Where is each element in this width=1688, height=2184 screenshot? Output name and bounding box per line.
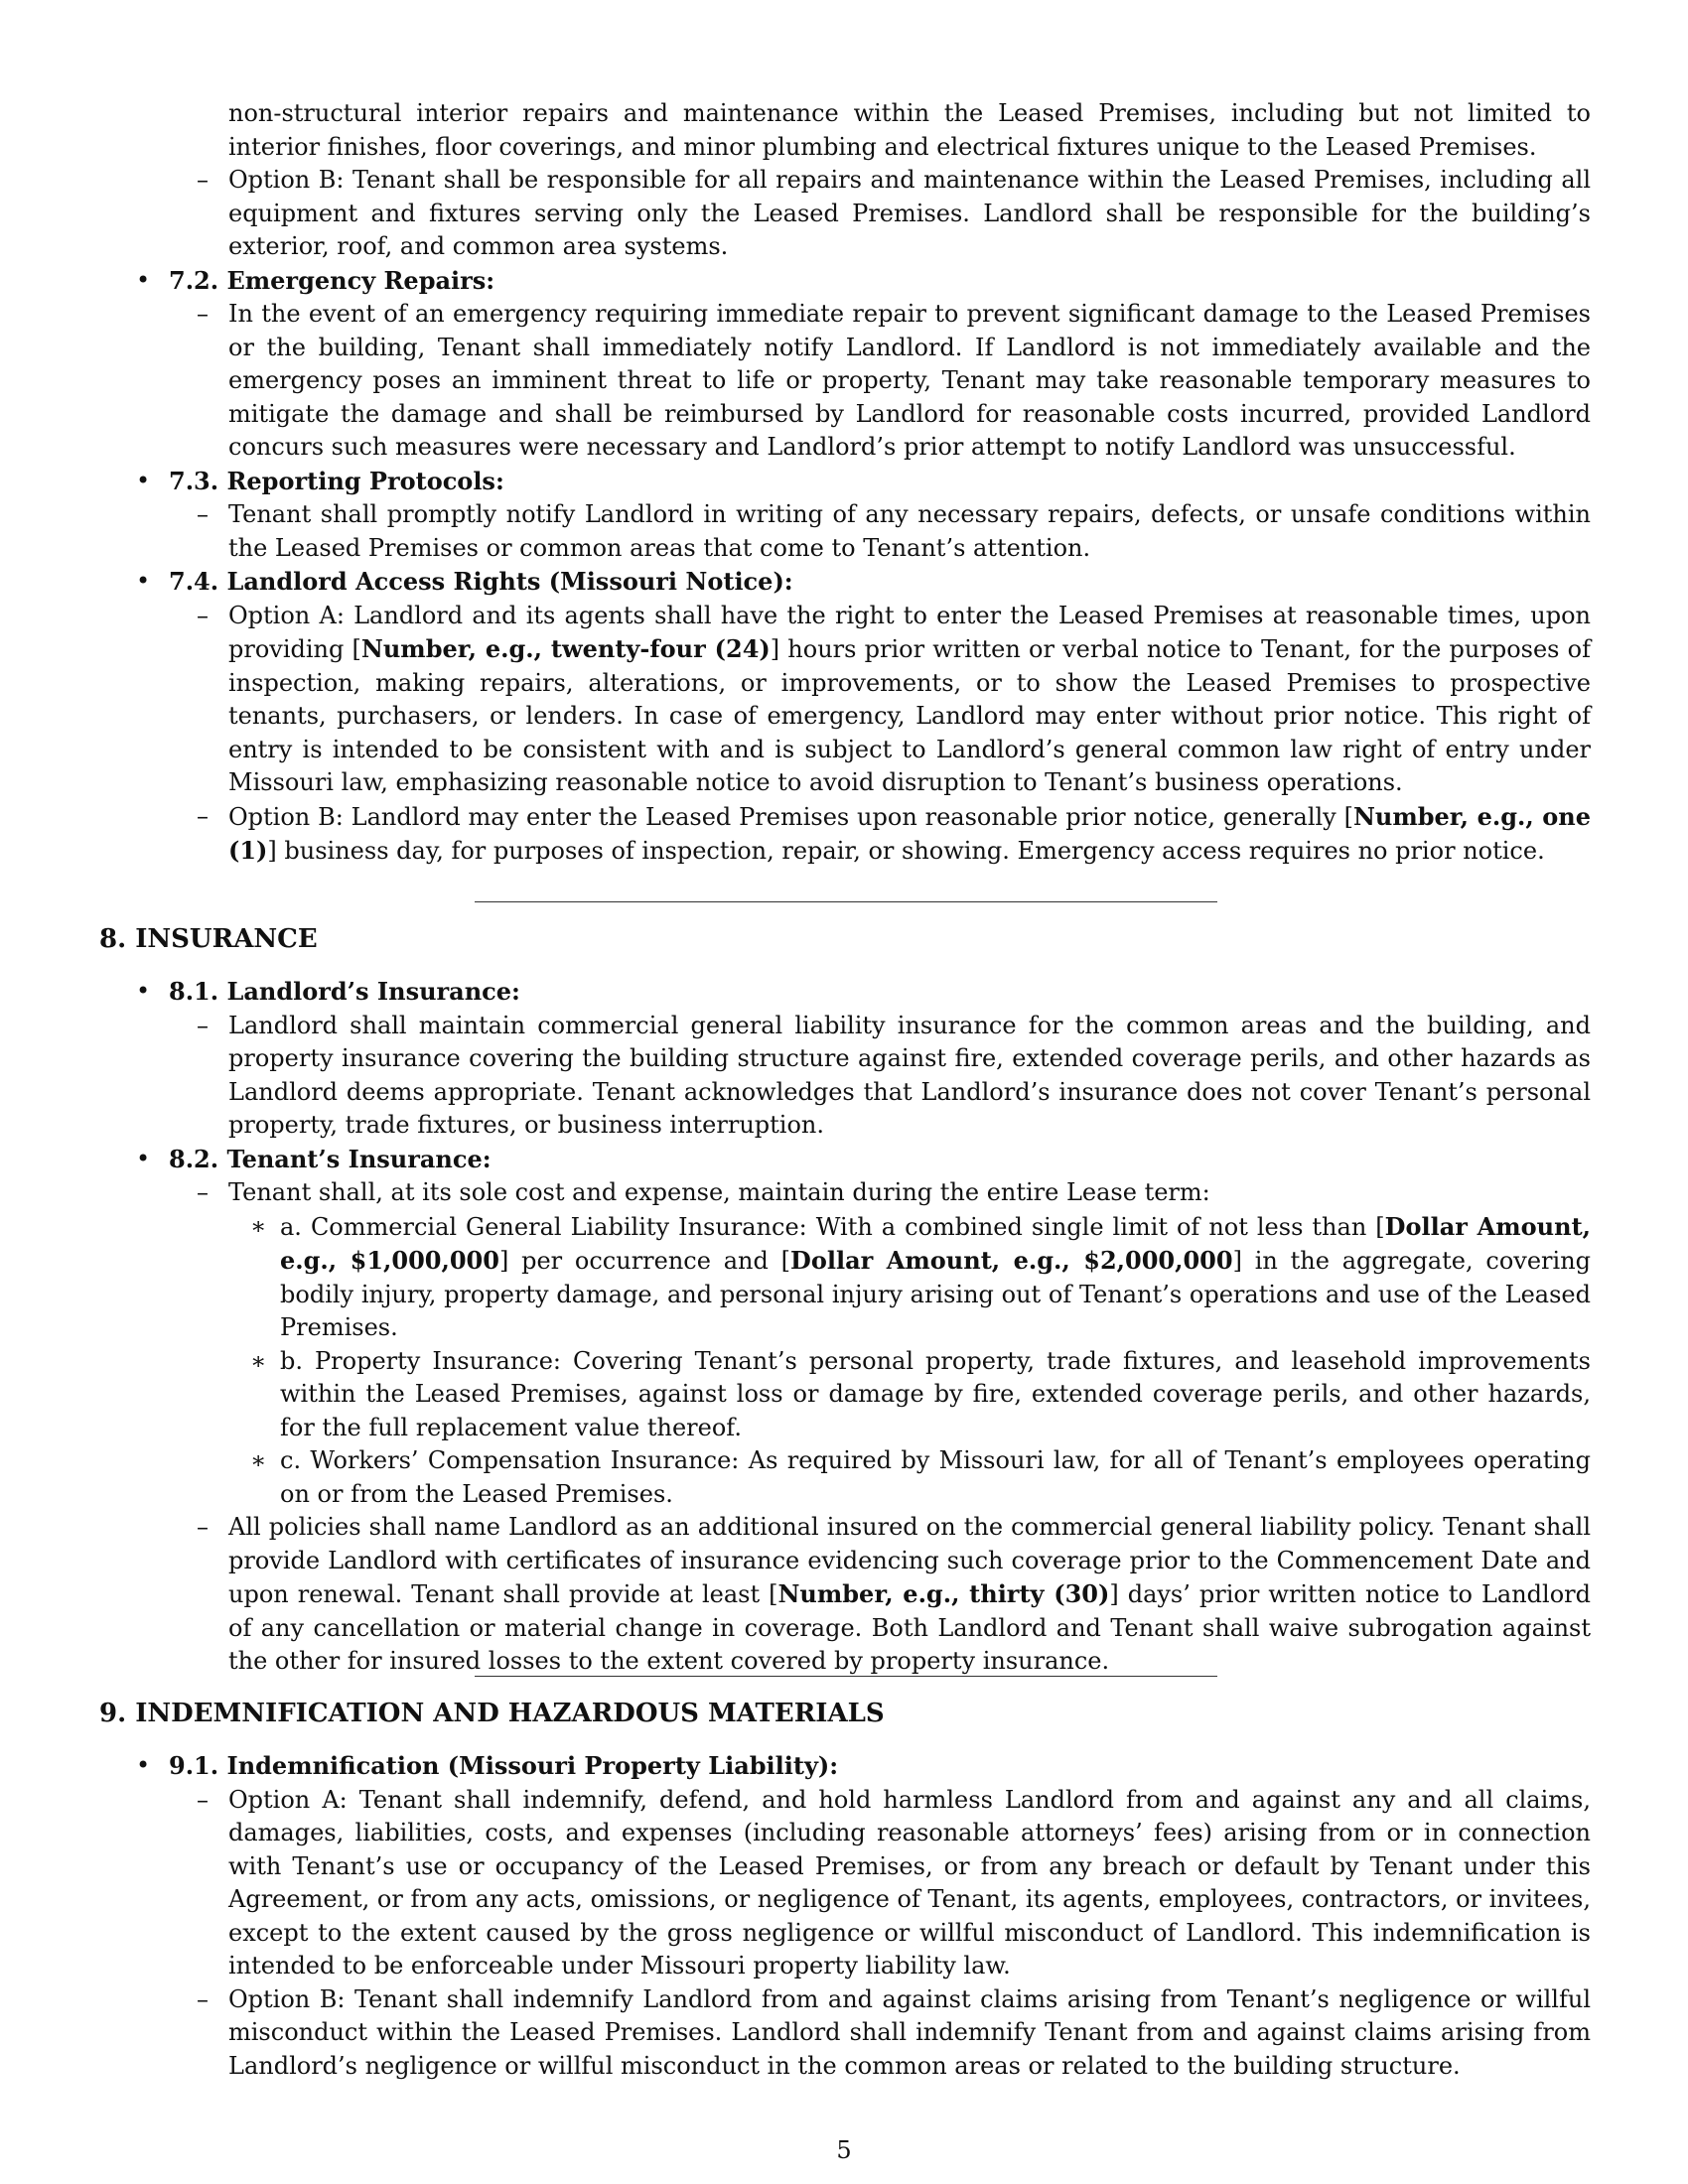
dash-marker: – bbox=[197, 1011, 209, 1039]
subsection-7-2-heading: 7.2. Emergency Repairs: bbox=[169, 265, 495, 295]
section-9-heading bbox=[0, 1698, 1688, 1731]
access-option-a-placeholder: Number, e.g., twenty-four (24) bbox=[360, 634, 771, 663]
policies-requirement bbox=[0, 1511, 1688, 1679]
indemnification-option-b bbox=[0, 1983, 1688, 2084]
reporting-protocols-body: Tenant shall promptly notify Landlord in writing of any necessary repairs, defects, or unsafe conditions within the Leased Premises or common areas that come to Tenant’s attention. bbox=[228, 500, 1591, 562]
bullet-marker: • bbox=[136, 265, 151, 294]
dash-marker: – bbox=[197, 1513, 209, 1541]
emergency-repairs-text bbox=[0, 298, 1688, 465]
subsection-7-4-heading: 7.4. Landlord Access Rights (Missouri Notice): bbox=[169, 567, 793, 596]
section-9-body bbox=[0, 1749, 1688, 2083]
item-a-placeholder-1: Dollar Amount, e.g., $1,000,000 bbox=[280, 1211, 1592, 1275]
section-8-title: INSURANCE bbox=[135, 924, 318, 954]
indemnification-option-a bbox=[0, 1784, 1688, 1983]
page-number: 5 bbox=[836, 2136, 852, 2164]
option-b-repairs bbox=[0, 164, 1688, 264]
access-option-a-pre: Option A: Landlord and its agents shall have the right to enter the Leased Premises at reasonable times, upon providing [ bbox=[228, 601, 1591, 663]
subsection-8-2-heading: 8.2. Tenant’s Insurance: bbox=[169, 1144, 492, 1173]
dash-marker: – bbox=[197, 300, 209, 328]
policies-placeholder: Number, e.g., thirty (30) bbox=[777, 1579, 1110, 1608]
section-8-body bbox=[0, 975, 1688, 1679]
subsection-7-2 bbox=[0, 264, 1688, 299]
subsection-9-1 bbox=[0, 1749, 1688, 1784]
bullet-marker: • bbox=[136, 567, 151, 595]
section-7-continued bbox=[0, 97, 1688, 869]
subsection-7-3-heading: 7.3. Reporting Protocols: bbox=[169, 466, 504, 495]
indemnification-option-a-text: Option A: Tenant shall indemnify, defend, and hold harmless Landlord from and against any and all claims, damages, liabilities, costs, and expenses (including reasonable attorneys’ fees) arising from or in connection with Tenant’s use or occupancy of the Leased Premises, or from any breach or default by Tenant under this Agreement, or from any acts, omissions, or negligence of Tenant, its agents, employees, contractors, or invitees, except to the extent caused by the gross negligence or willful misconduct of Landlord. This indemnification is intended to be enforceable under Missouri property liability law. bbox=[228, 1785, 1591, 1979]
item-a-post: ] in the aggregate, covering bodily injury, property damage, and personal injury arising out of Tenant’s operations and use of the Leased Premises. bbox=[280, 1247, 1592, 1341]
landlord-insurance-body: Landlord shall maintain commercial general liability insurance for the common areas and the building, and property insurance covering the building structure against fire, extended coverage perils, and other hazards as Landlord deems appropriate. Tenant acknowledges that Landlord’s insurance does not cover Tenant’s personal property, trade fixtures, or business interruption. bbox=[228, 1011, 1591, 1139]
repair-continuation-text: non-structural interior repairs and maintenance within the Leased Premises, including but not limited to interior finishes, floor coverings, and minor plumbing and electrical fixtures unique to the Leased Premises. bbox=[228, 99, 1591, 161]
subsection-8-1-heading: 8.1. Landlord’s Insurance: bbox=[169, 977, 520, 1006]
section-9 bbox=[0, 1698, 1688, 1731]
section-divider bbox=[475, 901, 1217, 902]
access-option-a-post: ] hours prior written or verbal notice to Tenant, for the purposes of inspection, making repairs, alterations, or improvements, or to show the Leased Premises to prospective tenants, purchasers, or lenders. In case of emergency, Landlord may enter without prior notice. This right of entry is intended to be consistent with and is subject to Landlord’s general common law right of entry under Missouri law, emphasizing reasonable notice to avoid disruption to Tenant’s business operations. bbox=[228, 635, 1591, 796]
asterisk-marker: ∗ bbox=[250, 1446, 267, 1474]
item-a-placeholder-2: Dollar Amount, e.g., $2,000,000 bbox=[790, 1246, 1233, 1275]
dash-marker: – bbox=[197, 801, 209, 830]
tenant-insurance-intro-text: Tenant shall, at its sole cost and expense, maintain during the entire Lease term: bbox=[228, 1178, 1210, 1206]
dash-marker: – bbox=[197, 1178, 209, 1206]
asterisk-marker: ∗ bbox=[250, 1211, 267, 1240]
subsection-8-1 bbox=[0, 975, 1688, 1010]
subsection-8-2 bbox=[0, 1143, 1688, 1177]
asterisk-marker: ∗ bbox=[250, 1346, 267, 1375]
subsection-9-1-heading: 9.1. Indemnification (Missouri Property Liability): bbox=[169, 1751, 839, 1780]
access-option-b-post: ] business day, for purposes of inspection, repair, or showing. Emergency access requires no prior notice. bbox=[267, 837, 1545, 865]
tenant-insurance-intro bbox=[0, 1176, 1688, 1210]
bullet-marker: • bbox=[136, 1144, 151, 1172]
subsection-7-4 bbox=[0, 565, 1688, 600]
bullet-marker: • bbox=[136, 466, 151, 494]
dash-marker: – bbox=[197, 500, 209, 528]
dash-marker: – bbox=[197, 1785, 209, 1814]
bullet-marker: • bbox=[136, 1751, 151, 1779]
section-8 bbox=[0, 923, 1688, 957]
policies-pre: All policies shall name Landlord as an additional insured on the commercial general liability policy. Tenant shall provide Landlord with certificates of insurance evidencing such coverage prior to the Commencement Date and upon renewal. Tenant shall provide at least [ bbox=[228, 1513, 1591, 1608]
indemnification-option-b-text: Option B: Tenant shall indemnify Landlord from and against claims arising from Tenant’s negligence or willful misconduct within the Leased Premises. Landlord shall indemnify Tenant from and against claims arising from Landlord’s negligence or willful misconduct in the common areas or related to the building structure. bbox=[228, 1984, 1591, 2080]
item-a-pre: a. Commercial General Liability Insurance: With a combined single limit of not less than [ bbox=[280, 1212, 1385, 1241]
insurance-item-b bbox=[0, 1345, 1688, 1445]
section-divider bbox=[475, 1676, 1217, 1677]
landlord-insurance-text bbox=[0, 1010, 1688, 1143]
item-a-mid: ] per occurrence and [ bbox=[498, 1247, 791, 1275]
insurance-item-c bbox=[0, 1444, 1688, 1511]
bullet-marker: • bbox=[136, 977, 151, 1005]
section-8-number: 8. bbox=[99, 924, 127, 954]
option-b-repairs-text: Option B: Tenant shall be responsible for all repairs and maintenance within the Leased Premises, including all equipment and fixtures serving only the Leased Premises. Landlord shall be responsible for the building’s exterior, roof, and common area systems. bbox=[228, 166, 1591, 260]
section-8-heading bbox=[0, 923, 1688, 957]
dash-marker: – bbox=[197, 1984, 209, 2013]
item-c-text: c. Workers’ Compensation Insurance: As required by Missouri law, for all of Tenant’s employees operating on or from the Leased Premises. bbox=[280, 1446, 1591, 1508]
dash-marker: – bbox=[197, 166, 209, 194]
policies-post: ] days’ prior written notice to Landlord of any cancellation or material change in coverage. Both Landlord and Tenant shall waive subrogation against the other for insured losses to the extent covered by property insurance. bbox=[228, 1580, 1591, 1675]
subsection-7-3 bbox=[0, 465, 1688, 499]
access-option-b bbox=[0, 800, 1688, 869]
emergency-repairs-body: In the event of an emergency requiring immediate repair to prevent significant damage to the Leased Premises or the building, Tenant shall immediately notify Landlord. If Landlord is not immediately available and the emergency poses an imminent threat to life or property, Tenant may take reasonable temporary measures to mitigate the damage and shall be reimbursed by Landlord for reasonable costs incurred, provided Landlord concurs such measures were necessary and Landlord’s prior attempt to notify Landlord was unsuccessful. bbox=[228, 300, 1591, 461]
section-9-number: 9. bbox=[99, 1699, 127, 1728]
insurance-item-a bbox=[0, 1210, 1688, 1345]
section-9-title: INDEMNIFICATION AND HAZARDOUS MATERIALS bbox=[135, 1699, 885, 1728]
reporting-protocols-text bbox=[0, 498, 1688, 565]
dash-marker: – bbox=[197, 601, 209, 629]
access-option-b-placeholder: Number, e.g., one (1) bbox=[228, 801, 1591, 865]
item-b-text: b. Property Insurance: Covering Tenant’s personal property, trade fixtures, and leasehold improvements within the Leased Premises, against loss or damage by fire, extended coverage perils, and other hazards, for the full replacement value thereof. bbox=[280, 1346, 1591, 1441]
access-option-a bbox=[0, 600, 1688, 800]
access-option-b-pre: Option B: Landlord may enter the Leased Premises upon reasonable prior notice, generally [ bbox=[228, 802, 1353, 831]
